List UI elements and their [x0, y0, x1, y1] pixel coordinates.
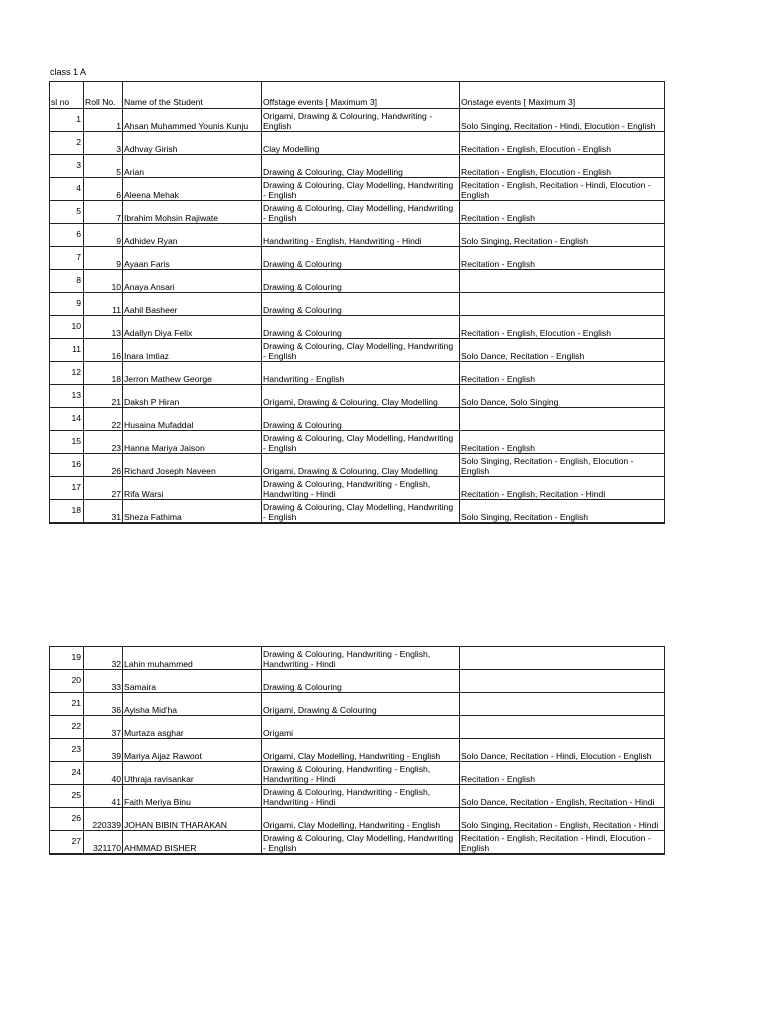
student-name-cell: Sheza Fathima: [123, 500, 262, 524]
header-sl-no: sl no: [50, 82, 84, 109]
sl-no-cell: 15: [50, 431, 84, 454]
table-row: [50, 831, 665, 855]
sl-no-cell: 19: [50, 647, 84, 670]
roll-no-cell: 32: [84, 647, 123, 670]
class-title: class 1 A: [50, 67, 87, 77]
student-name-cell: Inara Imtiaz: [123, 339, 262, 362]
offstage-events-cell: Origami, Drawing & Colouring, Handwriting - English: [262, 109, 460, 132]
onstage-events-cell: [460, 693, 665, 716]
sl-no-cell: 22: [50, 716, 84, 739]
table-row: [50, 132, 665, 155]
header-row: [50, 82, 665, 109]
offstage-events-cell: Drawing & Colouring: [262, 270, 460, 293]
table-row: [50, 385, 665, 408]
onstage-events-cell: Recitation - English, Recitation - Hindi, Elocution - English: [460, 178, 665, 201]
roll-no-cell: 9: [84, 224, 123, 247]
onstage-events-cell: Recitation - English: [460, 201, 665, 224]
offstage-events-cell: Drawing & Colouring, Clay Modelling, Handwriting - English: [262, 178, 460, 201]
table-row: [50, 693, 665, 716]
table-row: [50, 201, 665, 224]
onstage-events-cell: Solo Dance, Solo Singing: [460, 385, 665, 408]
onstage-events-cell: Recitation - English, Recitation - Hindi: [460, 477, 665, 500]
student-name-cell: JOHAN BIBIN THARAKAN: [123, 808, 262, 831]
offstage-events-cell: Origami, Drawing & Colouring, Clay Modelling: [262, 385, 460, 408]
table-row: [50, 739, 665, 762]
sl-no-cell: 20: [50, 670, 84, 693]
student-name-cell: Faith Meriya Binu: [123, 785, 262, 808]
offstage-events-cell: Drawing & Colouring, Clay Modelling, Handwriting - English: [262, 201, 460, 224]
roll-no-cell: 11: [84, 293, 123, 316]
onstage-events-cell: Recitation - English: [460, 362, 665, 385]
onstage-events-cell: Solo Singing, Recitation - Hindi, Elocution - English: [460, 109, 665, 132]
offstage-events-cell: Drawing & Colouring, Clay Modelling, Handwriting - English: [262, 431, 460, 454]
student-name-cell: Ibrahim Mohsin Rajiwate: [123, 201, 262, 224]
sl-no-cell: 6: [50, 224, 84, 247]
roll-no-cell: 220339: [84, 808, 123, 831]
roll-no-cell: 39: [84, 739, 123, 762]
table-row: [50, 247, 665, 270]
roll-no-cell: 33: [84, 670, 123, 693]
table-row: [50, 431, 665, 454]
roll-no-cell: 16: [84, 339, 123, 362]
roll-no-cell: 21: [84, 385, 123, 408]
roll-no-cell: 31: [84, 500, 123, 524]
table-row: [50, 155, 665, 178]
sl-no-cell: 4: [50, 178, 84, 201]
student-name-cell: Aleena Mehak: [123, 178, 262, 201]
student-name-cell: Ayisha Mid'ha: [123, 693, 262, 716]
student-events-table-page-2: [49, 646, 665, 855]
onstage-events-cell: Recitation - English: [460, 431, 665, 454]
offstage-events-cell: Drawing & Colouring: [262, 247, 460, 270]
offstage-events-cell: Origami: [262, 716, 460, 739]
table-row: [50, 500, 665, 524]
table-row: [50, 362, 665, 385]
onstage-events-cell: [460, 408, 665, 431]
header-student-name: Name of the Student: [123, 82, 262, 109]
offstage-events-cell: Drawing & Colouring, Clay Modelling, Handwriting - English: [262, 339, 460, 362]
roll-no-cell: 7: [84, 201, 123, 224]
sl-no-cell: 23: [50, 739, 84, 762]
student-name-cell: Adhidev Ryan: [123, 224, 262, 247]
student-name-cell: Mariya Aijaz Rawoot: [123, 739, 262, 762]
table-row: [50, 808, 665, 831]
onstage-events-cell: Recitation - English, Elocution - English: [460, 316, 665, 339]
sl-no-cell: 18: [50, 500, 84, 524]
onstage-events-cell: [460, 670, 665, 693]
offstage-events-cell: Drawing & Colouring: [262, 293, 460, 316]
roll-no-cell: 1: [84, 109, 123, 132]
table-row: [50, 109, 665, 132]
offstage-events-cell: Drawing & Colouring: [262, 408, 460, 431]
sl-no-cell: 17: [50, 477, 84, 500]
student-events-table-page-1: [49, 81, 665, 524]
student-name-cell: AHMMAD BISHER: [123, 831, 262, 855]
onstage-events-cell: [460, 293, 665, 316]
sl-no-cell: 9: [50, 293, 84, 316]
offstage-events-cell: Drawing & Colouring, Handwriting - English, Handwriting - Hindi: [262, 477, 460, 500]
onstage-events-cell: Solo Singing, Recitation - English: [460, 224, 665, 247]
table-row: [50, 670, 665, 693]
roll-no-cell: 26: [84, 454, 123, 477]
sl-no-cell: 3: [50, 155, 84, 178]
roll-no-cell: 23: [84, 431, 123, 454]
student-name-cell: Lahin muhammed: [123, 647, 262, 670]
roll-no-cell: 27: [84, 477, 123, 500]
header-roll-no: Roll No.: [84, 82, 123, 109]
roll-no-cell: 9: [84, 247, 123, 270]
table-row: [50, 647, 665, 670]
student-name-cell: Adallyn Diya Felix: [123, 316, 262, 339]
student-name-cell: Hanna Mariya Jaison: [123, 431, 262, 454]
roll-no-cell: 3: [84, 132, 123, 155]
table-row: [50, 762, 665, 785]
offstage-events-cell: Origami, Clay Modelling, Handwriting - English: [262, 739, 460, 762]
student-name-cell: Murtaza asghar: [123, 716, 262, 739]
header-offstage-events: Offstage events [ Maximum 3]: [262, 82, 460, 109]
offstage-events-cell: Drawing & Colouring: [262, 670, 460, 693]
table-row: [50, 316, 665, 339]
roll-no-cell: 10: [84, 270, 123, 293]
roll-no-cell: 13: [84, 316, 123, 339]
offstage-events-cell: Origami, Drawing & Colouring, Clay Modelling: [262, 454, 460, 477]
onstage-events-cell: Solo Dance, Recitation - English: [460, 339, 665, 362]
onstage-events-cell: Solo Singing, Recitation - English, Elocution - English: [460, 454, 665, 477]
sl-no-cell: 27: [50, 831, 84, 855]
sl-no-cell: 21: [50, 693, 84, 716]
student-name-cell: Arian: [123, 155, 262, 178]
sl-no-cell: 8: [50, 270, 84, 293]
table-row: [50, 339, 665, 362]
offstage-events-cell: Drawing & Colouring, Handwriting - English, Handwriting - Hindi: [262, 762, 460, 785]
onstage-events-cell: Recitation - English, Elocution - English: [460, 132, 665, 155]
table-row: [50, 408, 665, 431]
sl-no-cell: 1: [50, 109, 84, 132]
onstage-events-cell: [460, 647, 665, 670]
table-row: [50, 785, 665, 808]
table-row: [50, 270, 665, 293]
sl-no-cell: 13: [50, 385, 84, 408]
offstage-events-cell: Drawing & Colouring, Clay Modelling: [262, 155, 460, 178]
roll-no-cell: 5: [84, 155, 123, 178]
student-name-cell: Jerron Mathew George: [123, 362, 262, 385]
student-name-cell: Uthraja ravisankar: [123, 762, 262, 785]
offstage-events-cell: Origami, Drawing & Colouring: [262, 693, 460, 716]
onstage-events-cell: Solo Singing, Recitation - English: [460, 500, 665, 524]
student-name-cell: Samaira: [123, 670, 262, 693]
sl-no-cell: 7: [50, 247, 84, 270]
roll-no-cell: 37: [84, 716, 123, 739]
roll-no-cell: 18: [84, 362, 123, 385]
offstage-events-cell: Origami, Clay Modelling, Handwriting - English: [262, 808, 460, 831]
student-name-cell: Richard Joseph Naveen: [123, 454, 262, 477]
table-row: [50, 454, 665, 477]
onstage-events-cell: Recitation - English, Recitation - Hindi, Elocution - English: [460, 831, 665, 855]
offstage-events-cell: Handwriting - English, Handwriting - Hindi: [262, 224, 460, 247]
onstage-events-cell: Solo Singing, Recitation - English, Recitation - Hindi: [460, 808, 665, 831]
offstage-events-cell: Drawing & Colouring, Handwriting - English, Handwriting - Hindi: [262, 647, 460, 670]
student-name-cell: Rifa Warsi: [123, 477, 262, 500]
roll-no-cell: 40: [84, 762, 123, 785]
roll-no-cell: 36: [84, 693, 123, 716]
sl-no-cell: 26: [50, 808, 84, 831]
sl-no-cell: 12: [50, 362, 84, 385]
student-name-cell: Anaya Ansari: [123, 270, 262, 293]
onstage-events-cell: Solo Dance, Recitation - English, Recitation - Hindi: [460, 785, 665, 808]
table-row: [50, 477, 665, 500]
onstage-events-cell: [460, 270, 665, 293]
header-onstage-events: Onstage events [ Maximum 3]: [460, 82, 665, 109]
student-name-cell: Husaina Mufaddal: [123, 408, 262, 431]
student-name-cell: Aahil Basheer: [123, 293, 262, 316]
roll-no-cell: 6: [84, 178, 123, 201]
sl-no-cell: 11: [50, 339, 84, 362]
roll-no-cell: 321170: [84, 831, 123, 855]
onstage-events-cell: [460, 716, 665, 739]
onstage-events-cell: Recitation - English, Elocution - English: [460, 155, 665, 178]
sl-no-cell: 24: [50, 762, 84, 785]
sl-no-cell: 2: [50, 132, 84, 155]
offstage-events-cell: Clay Modelling: [262, 132, 460, 155]
offstage-events-cell: Drawing & Colouring, Handwriting - English, Handwriting - Hindi: [262, 785, 460, 808]
student-name-cell: Ahsan Muhammed Younis Kunju: [123, 109, 262, 132]
student-name-cell: Ayaan Faris: [123, 247, 262, 270]
roll-no-cell: 41: [84, 785, 123, 808]
student-name-cell: Daksh P Hiran: [123, 385, 262, 408]
offstage-events-cell: Drawing & Colouring: [262, 316, 460, 339]
sl-no-cell: 14: [50, 408, 84, 431]
offstage-events-cell: Drawing & Colouring, Clay Modelling, Handwriting - English: [262, 831, 460, 855]
student-name-cell: Adhvay Girish: [123, 132, 262, 155]
onstage-events-cell: Recitation - English: [460, 762, 665, 785]
table-row: [50, 178, 665, 201]
sl-no-cell: 10: [50, 316, 84, 339]
table-row: [50, 293, 665, 316]
table-row: [50, 224, 665, 247]
sl-no-cell: 25: [50, 785, 84, 808]
sl-no-cell: 16: [50, 454, 84, 477]
onstage-events-cell: Solo Dance, Recitation - Hindi, Elocution - English: [460, 739, 665, 762]
onstage-events-cell: Recitation - English: [460, 247, 665, 270]
table-row: [50, 716, 665, 739]
offstage-events-cell: Drawing & Colouring, Clay Modelling, Handwriting - English: [262, 500, 460, 524]
offstage-events-cell: Handwriting - English: [262, 362, 460, 385]
roll-no-cell: 22: [84, 408, 123, 431]
sl-no-cell: 5: [50, 201, 84, 224]
